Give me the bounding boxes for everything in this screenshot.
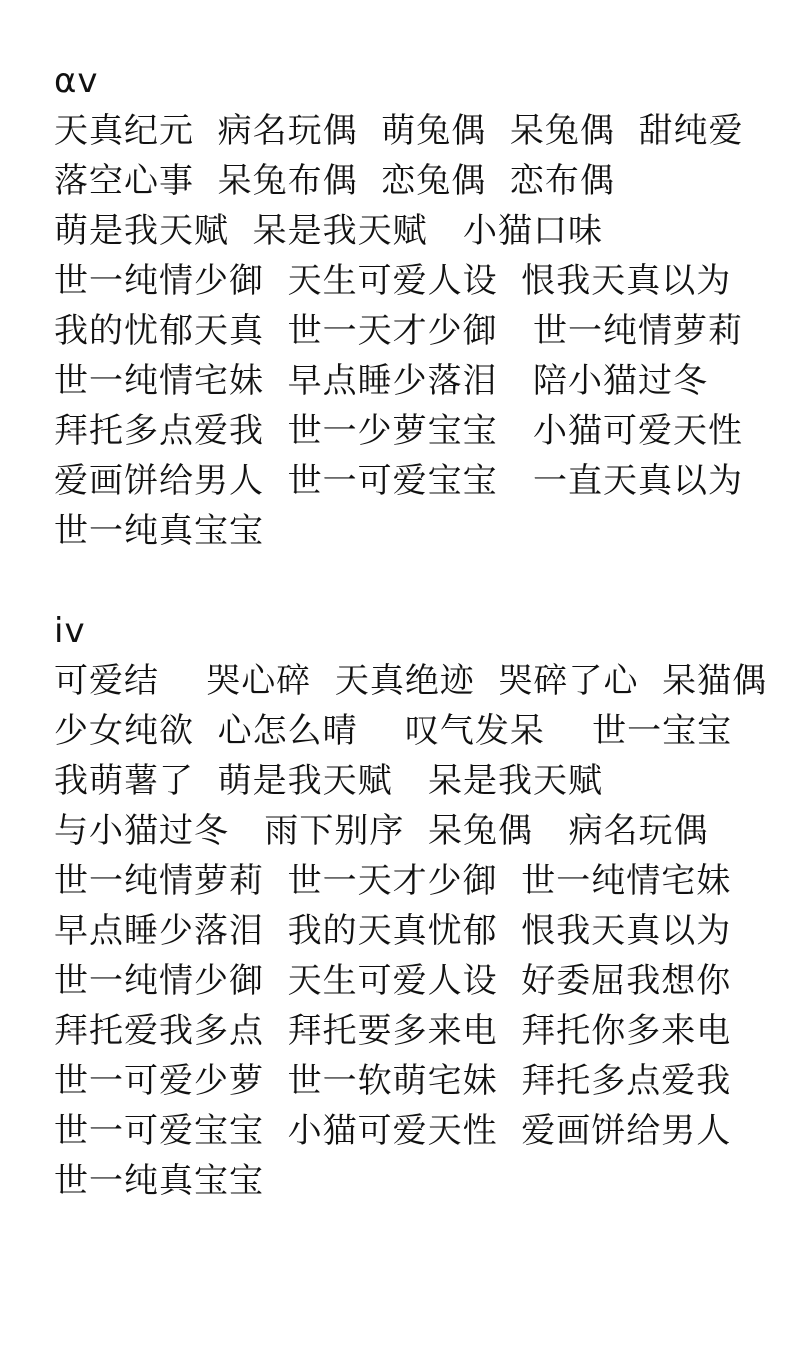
text-line: 与小猫过冬 雨下别序 呆兔偶 病名玩偶 (54, 811, 709, 851)
text-line: 我萌薯了 萌是我天赋 呆是我天赋 (54, 761, 604, 801)
text-line: 拜托多点爱我 世一少萝宝宝 小猫可爱天性 (54, 411, 744, 451)
text-line: 世一纯真宝宝 (54, 1161, 264, 1201)
text-line: 少女纯欲 心怎么晴 叹气发呆 世一宝宝 (54, 711, 733, 751)
text-line: 世一可爱宝宝 小猫可爱天性 爱画饼给男人 (54, 1111, 732, 1151)
section-spacer (54, 556, 774, 606)
text-line: 世一纯情宅妹 早点睡少落泪 陪小猫过冬 (54, 361, 709, 401)
text-line: 拜托爱我多点 拜托要多来电 拜托你多来电 (54, 1011, 732, 1051)
text-line: 世一纯真宝宝 (54, 511, 264, 551)
text-line: 爱画饼给男人 世一可爱宝宝 一直天真以为 (54, 461, 744, 501)
document-body (54, 56, 774, 1206)
section-iv (54, 606, 774, 1206)
text-line: 世一纯情少御 天生可爱人设 恨我天真以为 (54, 261, 732, 301)
text-line: 天真纪元 病名玩偶 萌兔偶 呆兔偶 甜纯爱 (54, 111, 744, 151)
text-line: 世一纯情少御 天生可爱人设 好委屈我想你 (54, 961, 732, 1001)
text-line: 落空心事 呆兔布偶 恋兔偶 恋布偶 (54, 161, 615, 201)
text-line: 世一纯情萝莉 世一天才少御 世一纯情宅妹 (54, 861, 732, 901)
text-line: 萌是我天赋 呆是我天赋 小猫口味 (54, 211, 604, 251)
text-line: 世一可爱少萝 世一软萌宅妹 拜托多点爱我 (54, 1061, 732, 1101)
text-line: 我的忧郁天真 世一天才少御 世一纯情萝莉 (54, 311, 744, 351)
section-av (54, 56, 774, 556)
section-heading: αv (54, 61, 99, 101)
section-heading: iv (54, 611, 86, 651)
text-line: 可爱结 哭心碎 天真绝迹 哭碎了心 呆猫偶 (54, 661, 768, 701)
text-line: 早点睡少落泪 我的天真忧郁 恨我天真以为 (54, 911, 732, 951)
